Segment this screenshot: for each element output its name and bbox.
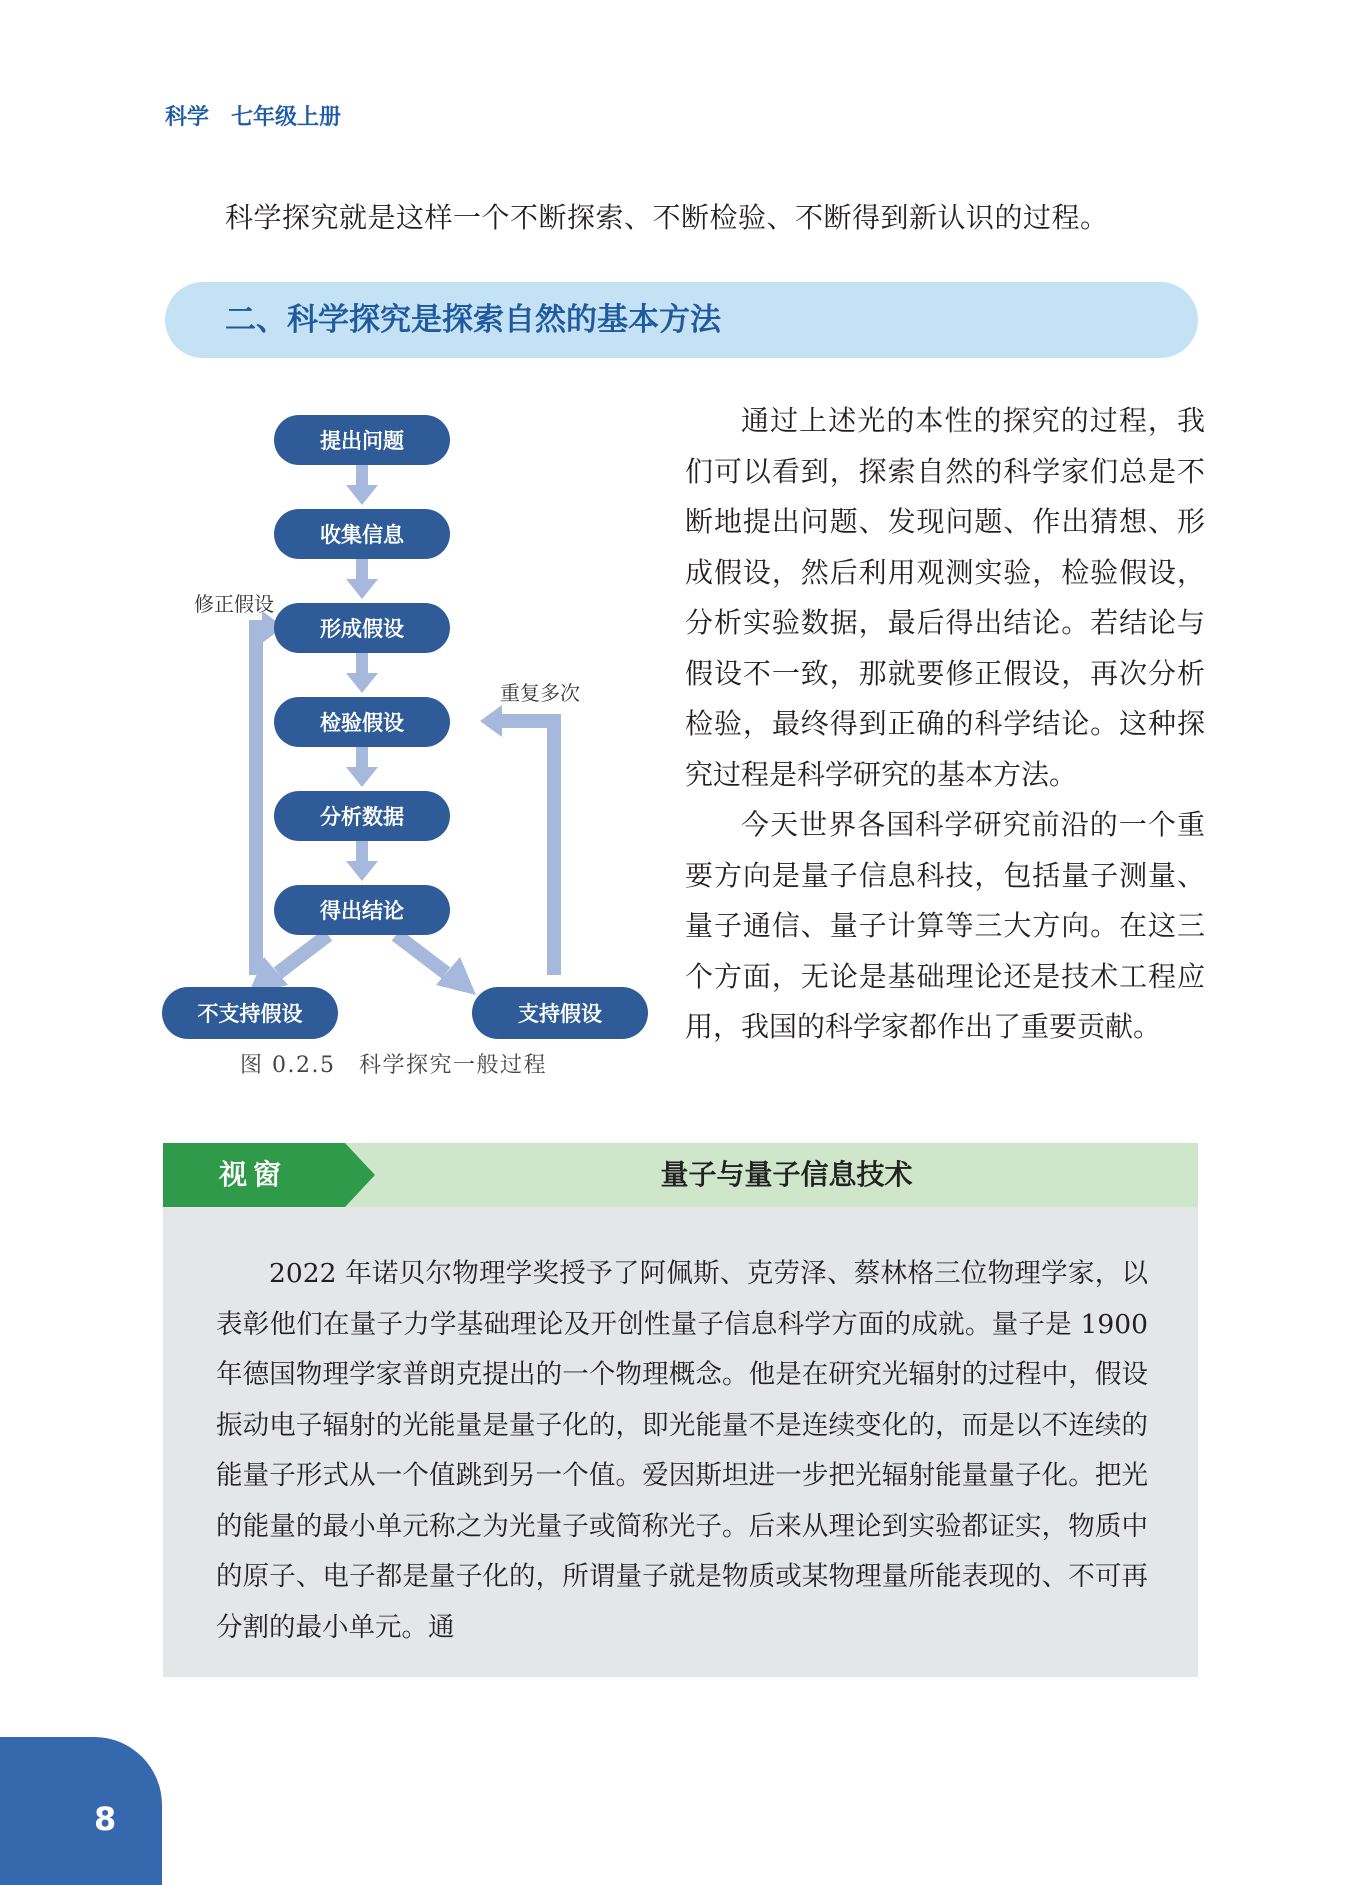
loop-right-head	[480, 705, 502, 737]
loop-left	[256, 627, 264, 975]
section-title: 二、科学探究是探索自然的基本方法	[225, 302, 721, 338]
window-text: 2022 年诺贝尔物理学奖授予了阿佩斯、克劳泽、蔡林格三位物理学家，以表彰他们在量子力学基础理论及开创性量子信息科学方面的成就。量子是 1900 年德国物理学家普朗克提出的一个物理概念。他是在研究光辐射的过程中，假设振动电子辐射的光能量是量子化的，即光能量不是连续变化的，而是以不连续的能量子形式从一个值跳到另一个值。爱因斯坦进一步把光辐射能量量子化。把光的能量的最小单元称之为光量子或简称光子。后来从理论到实验都证实，物质中的原子、电子都是量子化的，所谓量子就是物质或某物理量所能表现的、不可再分割的最小单元。通	[216, 1258, 1148, 1643]
loop-label-revise: 修正假设	[194, 592, 274, 616]
body-paragraph-2: 今天世界各国科学研究前沿的一个重要方向是量子信息科技，包括量子测量、量子通信、量子计算等三大方向。在这三个方面，无论是基础理论还是技术工程应用，我国的科学家都作出了重要贡献。	[685, 808, 1205, 1043]
node-not-support-label: 不支持假设	[197, 1002, 303, 1026]
page-number: 8	[94, 1800, 117, 1838]
header-grade: 七年级上册	[231, 105, 342, 130]
loop-label-repeat: 重复多次	[500, 681, 580, 705]
flow-node-label-1: 提出问题	[320, 429, 404, 453]
flow-node-label-6: 得出结论	[320, 899, 404, 923]
window-tab-label: 视窗	[219, 1158, 288, 1191]
window-box-header	[163, 1143, 1198, 1207]
arrow-to-support	[396, 935, 476, 995]
node-support-label: 支持假设	[518, 1002, 602, 1026]
header-subject: 科学	[165, 105, 210, 130]
arrow-down-5	[346, 839, 378, 881]
flow-node-label-5: 分析数据	[320, 805, 404, 829]
flow-node-label-4: 检验假设	[320, 711, 404, 735]
flow-node-label-2: 收集信息	[320, 523, 404, 547]
loop-right	[500, 721, 554, 975]
window-title: 量子与量子信息技术	[660, 1158, 913, 1191]
window-box-body	[163, 1207, 1198, 1677]
running-header	[165, 100, 341, 131]
arrow-down-1	[346, 463, 378, 505]
body-text	[685, 396, 1205, 1053]
inquiry-flowchart	[160, 405, 660, 1045]
figure-caption: 图 0.2.5 科学探究一般过程	[240, 1053, 547, 1078]
intro-sentence: 科学探究就是这样一个不断探索、不断检验、不断得到新认识的过程。	[225, 201, 1109, 234]
body-paragraph-1: 通过上述光的本性的探究的过程，我们可以看到，探索自然的科学家们总是不断地提出问题、发现问题、作出猜想、形成假设，然后利用观测实验，检验假设，分析实验数据，最后得出结论。若结论与假设不一致，那就要修正假设，再次分析检验，最终得到正确的科学结论。这种探究过程是科学研究的基本方法。	[685, 404, 1205, 791]
arrow-down-4	[346, 745, 378, 787]
arrow-down-3	[346, 651, 378, 693]
arrow-down-2	[346, 557, 378, 599]
flow-node-label-3: 形成假设	[320, 617, 404, 641]
section-heading-bar	[165, 282, 1198, 358]
